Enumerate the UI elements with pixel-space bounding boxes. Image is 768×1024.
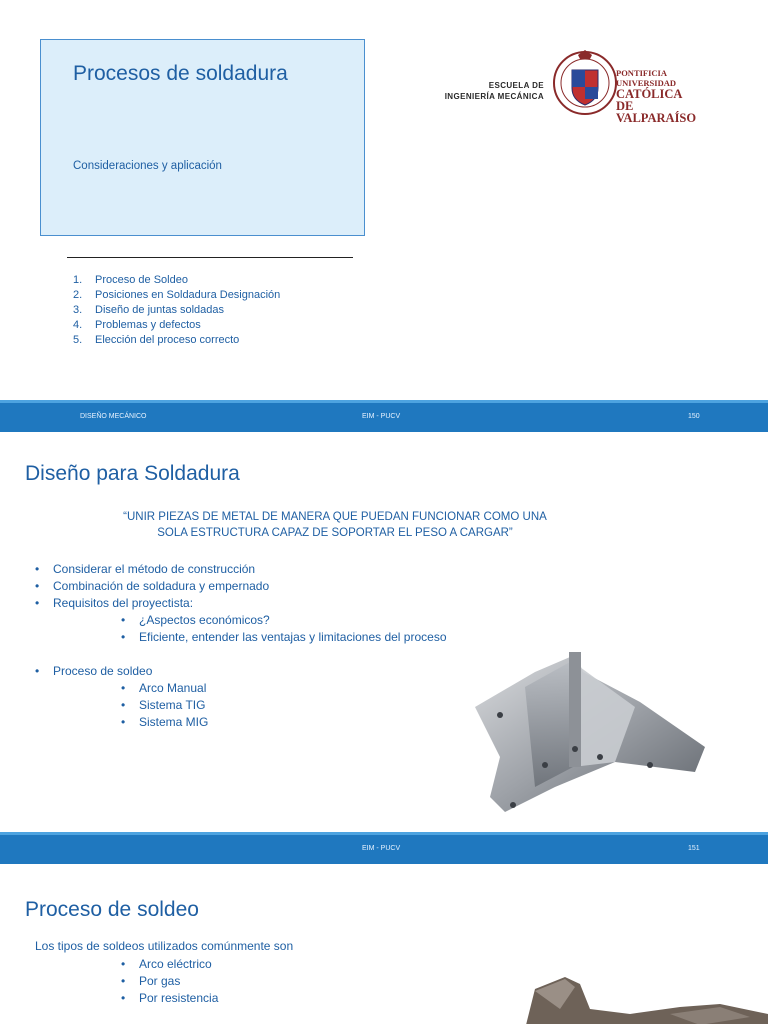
slide-subtitle: Consideraciones y aplicación <box>73 160 222 172</box>
bullet-text: Proceso de soldeo <box>53 664 153 678</box>
footer-stripe <box>0 832 768 835</box>
slide-title: Diseño para Soldadura <box>25 462 240 485</box>
quote-line-1: “UNIR PIEZAS DE METAL DE MANERA QUE PUEDAN FUNCIONAR COMO UNA <box>123 511 547 523</box>
bullet-dot-icon: • <box>35 579 40 593</box>
toc-label: Posiciones en Soldadura Designación <box>95 289 281 301</box>
bullet-dot-icon: • <box>121 957 126 971</box>
toc-label: Problemas y defectos <box>95 319 201 331</box>
bullet-dot-icon: • <box>121 681 126 695</box>
slide-footer-150 <box>0 400 768 432</box>
slide-150 <box>0 0 768 400</box>
sub-bullet-item <box>53 714 447 731</box>
bullet-dot-icon: • <box>121 613 126 627</box>
bullet-text: Eficiente, entender las ventajas y limitaciones del proceso <box>139 630 447 644</box>
bullet-dot-icon: • <box>121 991 126 1005</box>
university-name <box>616 68 702 124</box>
school-line-2: INGENIERÍA MECÁNICA <box>444 92 544 101</box>
sub-bullet-item <box>53 612 447 629</box>
footer-org: EIM - PUCV <box>362 845 401 852</box>
slide-152 <box>0 864 768 1024</box>
bullet-dot-icon: • <box>121 698 126 712</box>
school-name <box>445 80 544 102</box>
sub-bullet-item <box>53 956 218 973</box>
bullet-text: Por gas <box>139 974 181 988</box>
bullet-dot-icon: • <box>121 630 126 644</box>
bullet-text: Combinación de soldadura y empernado <box>53 579 270 593</box>
toc-label: Diseño de juntas soldadas <box>95 304 225 316</box>
sub-bullet-item <box>53 680 447 697</box>
table-of-contents <box>73 273 280 348</box>
quote-line-2: SOLA ESTRUCTURA CAPAZ DE SOPORTAR EL PESO A CARGAR” <box>157 527 513 539</box>
toc-num: 3. <box>73 304 83 316</box>
toc-num: 4. <box>73 319 83 331</box>
bullet-text: Arco eléctrico <box>139 957 212 971</box>
bullet-item <box>35 663 447 680</box>
slide-title: Proceso de soldeo <box>25 898 199 921</box>
footer-org: EIM - PUCV <box>362 413 401 420</box>
school-line-1: ESCUELA DE <box>488 81 544 90</box>
bullet-text: Sistema TIG <box>139 698 206 712</box>
toc-item <box>73 333 280 348</box>
bullet-text: Por resistencia <box>139 991 219 1005</box>
footer-course: DISEÑO MECÁNICO <box>80 413 147 420</box>
bullet-text: ¿Aspectos económicos? <box>139 613 270 627</box>
footer-page-number: 150 <box>688 413 700 420</box>
university-seal-icon <box>552 50 618 116</box>
toc-label: Elección del proceso correcto <box>95 334 240 346</box>
divider-rule <box>67 257 353 258</box>
bullet-item <box>35 578 447 595</box>
slide-151 <box>0 432 768 832</box>
bullet-dot-icon: • <box>35 664 40 678</box>
bullet-text: Requisitos del proyectista: <box>53 596 194 610</box>
univ-line-2: UNIVERSIDAD <box>616 78 676 88</box>
bullet-item <box>35 595 447 612</box>
welded-part-image <box>520 969 768 1024</box>
definition-quote <box>90 509 580 541</box>
bullet-item <box>35 561 447 578</box>
sub-bullet-item <box>53 697 447 714</box>
toc-item <box>73 273 280 288</box>
toc-num: 5. <box>73 334 83 346</box>
univ-line-1: PONTIFICIA <box>616 68 668 78</box>
bullet-list <box>35 561 447 731</box>
toc-item <box>73 303 280 318</box>
title-box <box>40 39 365 236</box>
bullet-dot-icon: • <box>121 715 126 729</box>
welded-bracket-image <box>465 647 715 822</box>
toc-label: Proceso de Soldeo <box>95 274 188 286</box>
list-spacer <box>53 646 447 663</box>
sub-bullet-item <box>53 990 218 1007</box>
bullet-list <box>53 956 218 1007</box>
footer-page-number: 151 <box>688 845 700 852</box>
slide-title: Procesos de soldadura <box>73 62 288 85</box>
bullet-text: Arco Manual <box>139 681 207 695</box>
bullet-dot-icon: • <box>121 974 126 988</box>
slide-footer-151 <box>0 832 768 864</box>
toc-item <box>73 288 280 303</box>
toc-num: 1. <box>73 274 83 286</box>
footer-stripe <box>0 400 768 403</box>
sub-bullet-item <box>53 629 447 646</box>
university-logo <box>432 50 702 126</box>
toc-item <box>73 318 280 333</box>
bullet-dot-icon: • <box>35 596 40 610</box>
bullet-dot-icon: • <box>35 562 40 576</box>
bullet-text: Sistema MIG <box>139 715 209 729</box>
bullet-text: Considerar el método de construcción <box>53 562 256 576</box>
toc-num: 2. <box>73 289 83 301</box>
intro-text: Los tipos de soldeos utilizados comúnmente son <box>35 939 294 953</box>
sub-bullet-item <box>53 973 218 990</box>
univ-line-4: VALPARAÍSO <box>616 111 697 125</box>
univ-line-3: CATÓLICA DE <box>616 87 682 113</box>
